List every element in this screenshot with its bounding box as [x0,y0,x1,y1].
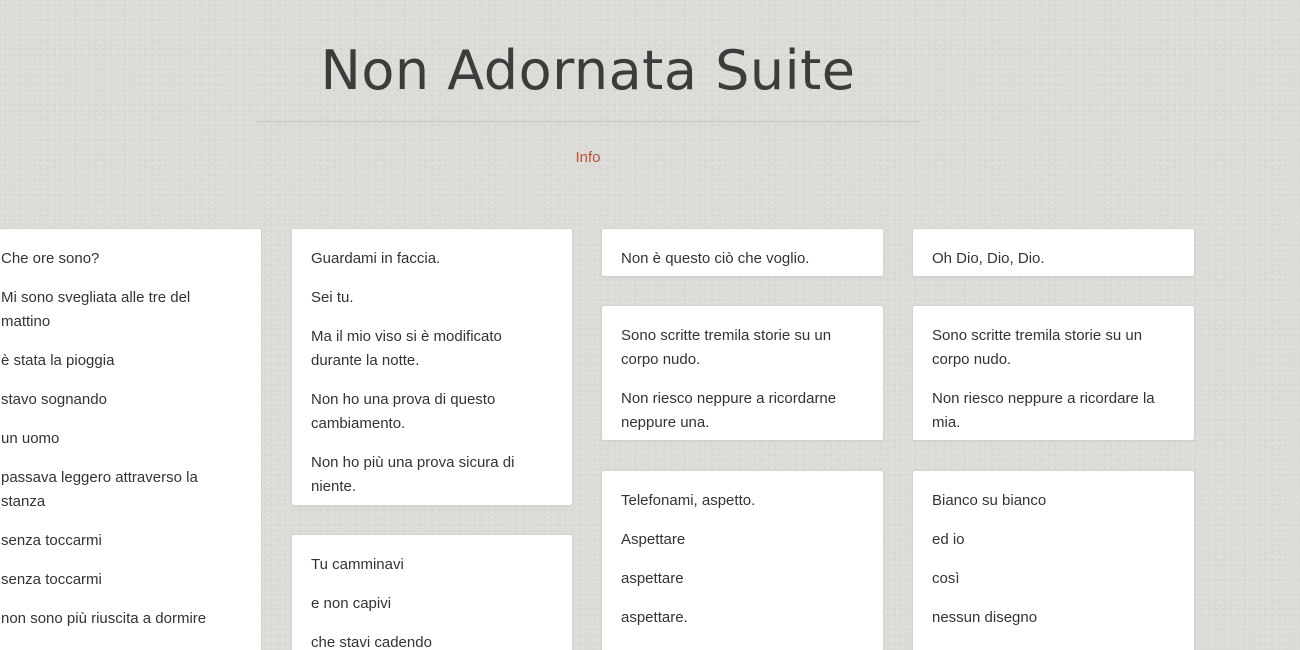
post-line: Sono scritte tremila storie su un corpo nudo. [932,327,1143,368]
post-line: Che ore sono? [1,250,100,267]
post-line: è stata la pioggia [1,352,115,369]
post-line: così [932,570,960,587]
post-line: un uomo [1,430,60,447]
header-divider [256,121,920,122]
post-line: Non è questo ciò che voglio. [621,250,810,267]
post-line: Telefonami, aspetto. [621,492,756,509]
post-card[interactable] [291,228,573,506]
post-line: Ma il mio viso si è modificato durante la notte. [311,328,502,369]
nav-link-info[interactable]: Info [575,149,601,166]
post-line: Aspettare [621,531,686,548]
post-line: nessun disegno [932,609,1038,626]
post-card[interactable] [601,305,884,441]
post-line: aspettare. [621,609,688,626]
post-line: Tu camminavi [311,556,404,573]
post-line: aspettare [621,570,684,587]
post-line: Sei tu. [311,289,354,306]
post-card[interactable] [912,470,1195,650]
post-line: che stavi cadendo [311,634,432,650]
post-line: ed io [932,531,965,548]
post-line: Bianco su bianco [932,492,1047,509]
post-line: Guardami in faccia. [311,250,441,267]
post-card[interactable] [912,228,1195,277]
site-title[interactable]: Non Adornata Suite [320,39,856,102]
post-line: Oh Dio, Dio, Dio. [932,250,1045,267]
post-line: Non ho più una prova sicura di niente. [311,454,515,495]
post-card[interactable] [0,228,262,650]
post-line: stavo sognando [1,391,107,408]
post-card[interactable] [601,470,884,650]
post-card[interactable] [291,534,573,650]
post-line: Non riesco neppure a ricordarne neppure una. [621,390,837,431]
post-line: non sono più riuscita a dormire [1,610,207,627]
post-line: Mi sono svegliata alle tre del mattino [1,289,191,330]
post-line: senza toccarmi [1,532,102,549]
post-line: senza toccarmi [1,571,102,588]
post-line: Non ho una prova di questo cambiamento. [311,391,496,432]
post-line: Non riesco neppure a ricordare la mia. [932,390,1155,431]
post-card[interactable] [601,228,884,277]
post-line: e non capivi [311,595,392,612]
post-line: passava leggero attraverso la stanza [1,469,198,510]
post-card[interactable] [912,305,1195,441]
site-header [256,0,920,200]
post-line: Sono scritte tremila storie su un corpo nudo. [621,327,832,368]
